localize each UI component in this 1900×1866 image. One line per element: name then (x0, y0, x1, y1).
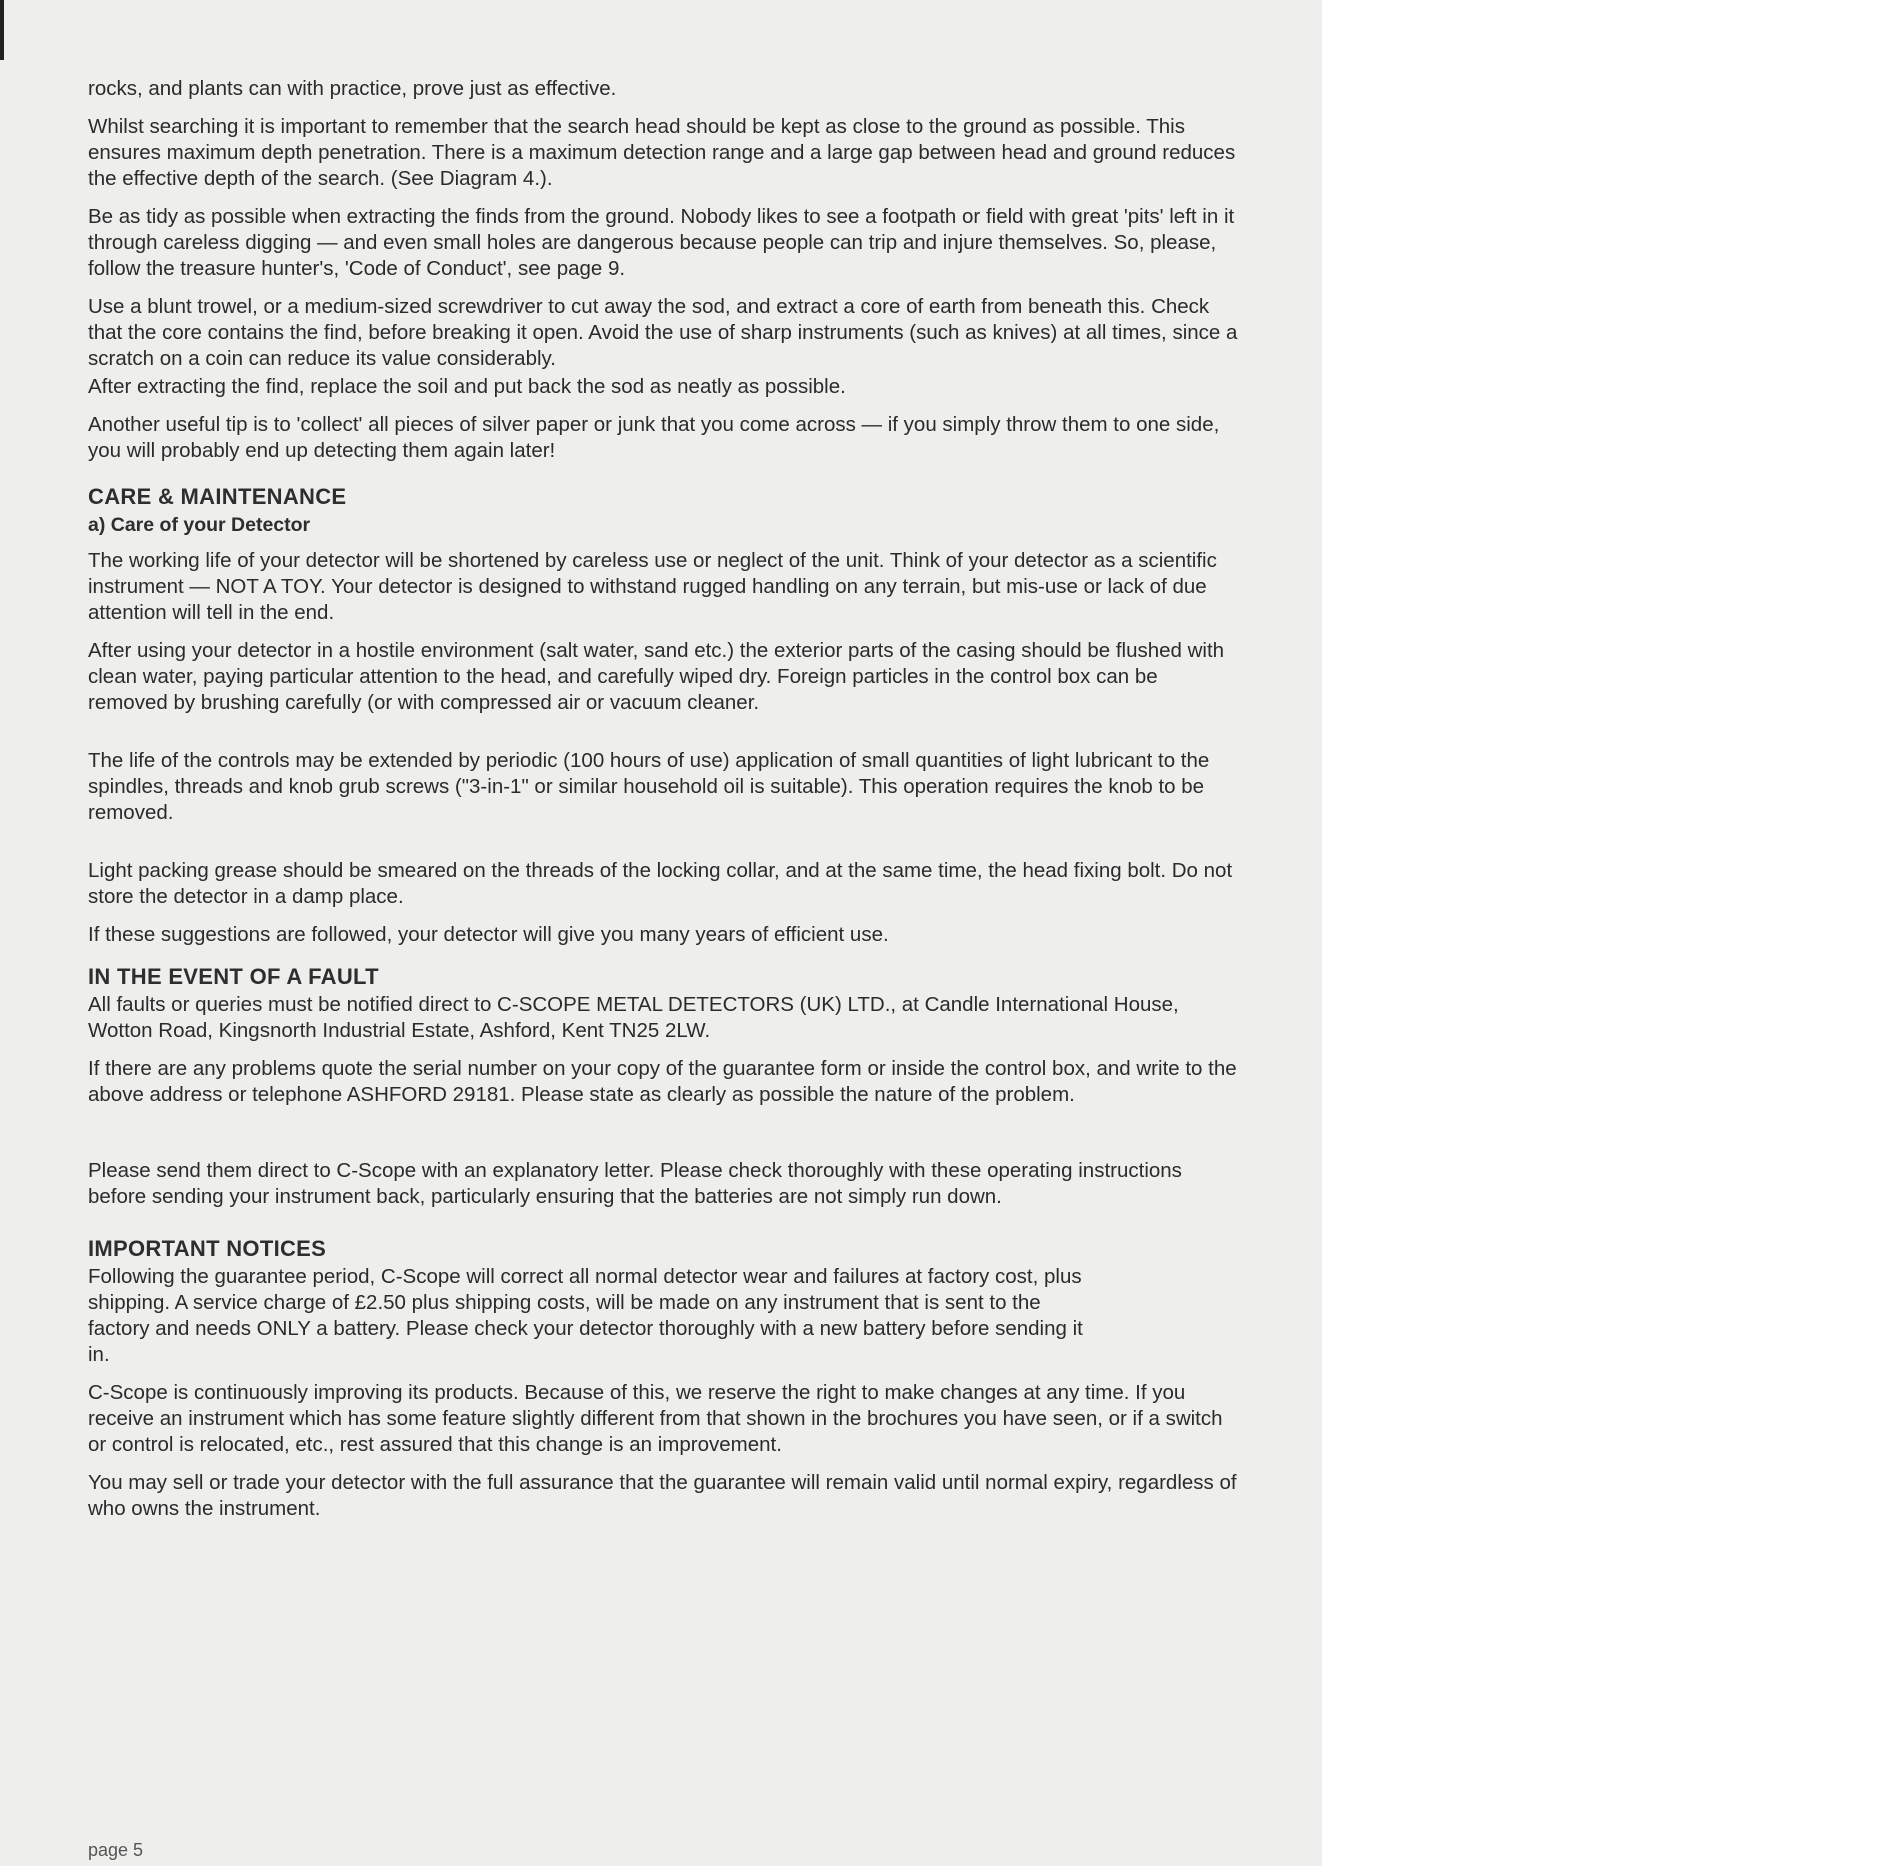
paragraph: Be as tidy as possible when extracting the finds from the ground. Nobody likes to see a footpath or field with great 'pits' left in it through careless digging — and even small holes are dangerous because people can trip and injure themselves. So, please, follow the treasure hunter's, 'Code of Conduct', see page 9. (88, 205, 1235, 280)
spacer (88, 838, 1240, 858)
section-heading-fault: IN THE EVENT OF A FAULT (88, 964, 379, 989)
section-heading-care: CARE & MAINTENANCE (88, 484, 347, 509)
section-heading-notices: IMPORTANT NOTICES (88, 1236, 327, 1261)
paragraph: Following the guarantee period, C-Scope will correct all normal detector wear and failures at factory cost, plus shipping. A service charge of £2.50 plus shipping costs, will be made on any instrument that is sent to the factory and needs ONLY a battery. Please check your detector thoroughly with a new battery before sending it in. (88, 1265, 1083, 1366)
paragraph: Use a blunt trowel, or a medium-sized screwdriver to cut away the sod, and extract a core of earth from beneath this. Check that the core contains the find, before breaking it open. Avoid the use of sharp instruments (such as knives) at all times, since a scratch on a coin can reduce its value considerably. (88, 295, 1238, 370)
paragraph: The life of the controls may be extended by periodic (100 hours of use) application of small quantities of light lubricant to the spindles, threads and knob grub screws ("3-in-1" or similar household oil is suitable). This operation requires the knob to be removed. (88, 749, 1210, 824)
document-body (88, 76, 1240, 1534)
paragraph: Please send them direct to C-Scope with an explanatory letter. Please check thoroughly with these operating instructions before sending your instrument back, particularly ensuring that the batteries are not simply run down. (88, 1159, 1182, 1208)
paragraph: After extracting the find, replace the soil and put back the sod as neatly as possible. (88, 375, 846, 398)
paragraph: The working life of your detector will be shortened by careless use or neglect of the unit. Think of your detector as a scientific instrument — NOT A TOY. Your detector is designed to withstand rugged handling on any terrain, but mis-use or lack of due attention will tell in the end. (88, 549, 1217, 624)
paragraph: After using your detector in a hostile environment (salt water, sand etc.) the exterior parts of the casing should be flushed with clean water, paying particular attention to the head, and carefully wiped dry. Foreign particles in the control box can be removed by brushing carefully (or with compressed air or vacuum cleaner. (88, 639, 1225, 714)
paragraph: Light packing grease should be smeared on the threads of the locking collar, and at the same time, the head fixing bolt. Do not store the detector in a damp place. (88, 859, 1233, 908)
paragraph: C-Scope is continuously improving its products. Because of this, we reserve the right to make changes at any time. If you receive an instrument which has some feature slightly different from that shown in the brochures you have seen, or if a switch or control is relocated, etc., rest assured that this change is an improvement. (88, 1381, 1223, 1456)
page-number: page 5 (88, 1840, 144, 1860)
paragraph: If there are any problems quote the serial number on your copy of the guarantee form or inside the control box, and write to the above address or telephone ASHFORD 29181. Please state as clearly as possible the nature of the problem. (88, 1057, 1237, 1106)
paragraph: All faults or queries must be notified direct to C-SCOPE METAL DETECTORS (UK) LTD., at Candle International House, Wotton Road, Kingsnorth Industrial Estate, Ashford, Kent TN25 2LW. (88, 993, 1179, 1042)
subheading-care-detector: a) Care of your Detector (88, 514, 311, 536)
paragraph: Another useful tip is to 'collect' all pieces of silver paper or junk that you come across — if you simply throw them to one side, you will probably end up detecting them again later! (88, 413, 1220, 462)
paragraph: Whilst searching it is important to remember that the search head should be kept as close to the ground as possible. This ensures maximum depth penetration. There is a maximum detection range and a large gap between head and ground reduces the effective depth of the search. (See Diagram 4.). (88, 115, 1236, 190)
paragraph: If these suggestions are followed, your detector will give you many years of efficient use. (88, 923, 889, 946)
page-edge-mark (0, 0, 4, 60)
paragraph: You may sell or trade your detector with the full assurance that the guarantee will remain valid until normal expiry, regardless of who owns the instrument. (88, 1471, 1237, 1520)
paragraph: rocks, and plants can with practice, prove just as effective. (88, 77, 617, 100)
spacer (88, 728, 1240, 748)
spacer (88, 1120, 1240, 1158)
